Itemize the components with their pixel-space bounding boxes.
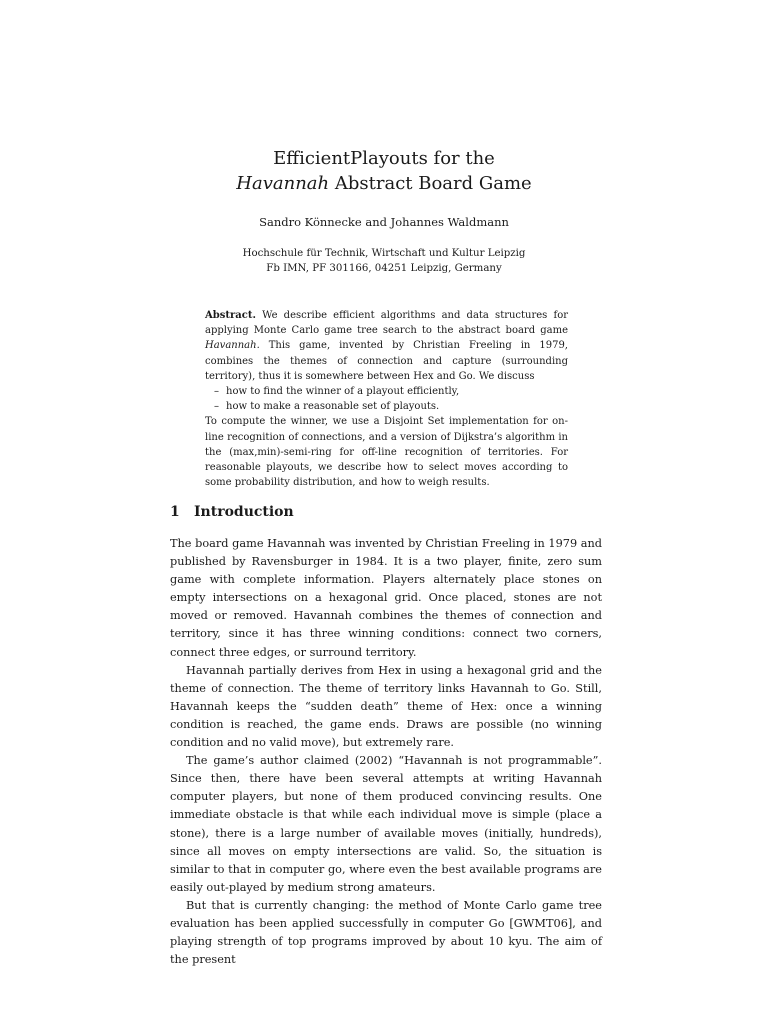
title-game-name: Havannah [236,173,330,194]
section-title: Introduction [194,504,294,520]
section-heading [170,503,294,521]
title-line-2-rest: Abstract Board Game [329,173,532,194]
abstract-bullet-text: how to find the winner of a playout efficiently, [226,386,460,398]
abstract [205,308,568,490]
paper-title [0,146,768,196]
affiliation-line-1: Hochschule für Technik, Wirtschaft und Kultur Leipzig [242,248,526,259]
body-paragraph: The game’s author claimed (2002) “Havannah is not programmable”. Since then, there have been several attempts at writing Havannah computer players, but none of them produced convincing results. One immediate obstacle is that while each individual move is simple (place a stone), there is a large number of available moves (initially, hundreds), since all moves on empty intersections are valid. So, the situation is similar to that in computer go, where even the best available programs are easily out-played by medium strong amateurs. [170,754,602,894]
bullet-dash: – [214,401,219,413]
abstract-bullet-text: how to make a reasonable set of playouts. [226,401,440,413]
abstract-bullet [214,384,568,399]
abstract-text-a: We describe efficient algorithms and data structures for applying Monte Carlo game tree search to the abstract board game [205,310,568,337]
section-number: 1 [170,504,180,520]
section-body [170,535,602,969]
abstract-text-b: . This game, invented by Christian Freeling in 1979, combines the themes of connection and capture (surrounding territory), thus it is somewhere between Hex and Go. We discuss [205,340,568,382]
title-line-2 [0,171,768,196]
abstract-label: Abstract. [205,310,256,321]
abstract-bullet [214,399,568,414]
title-line-1: EfficientPlayouts for the [273,148,495,169]
body-paragraph: The board game Havannah was invented by Christian Freeling in 1979 and published by Ravensburger in 1984. It is a two player, finite, zero sum game with complete information. Players alternately place stones on empty intersections on a hexagonal grid. Once placed, stones are not moved or removed. Havannah combines the themes of connection and territory, since it has three winning conditions: connect two corners, connect three edges, or surround territory. [170,537,602,659]
abstract-game-name: Havannah [205,340,257,352]
abstract-intro [205,308,568,384]
affiliation-line-2: Fb IMN, PF 301166, 04251 Leipzig, Germany [266,263,502,274]
body-paragraph: But that is currently changing: the method of Monte Carlo game tree evaluation has been applied successfully in computer Go [GWMT06], and playing strength of top programs improved by about 10 kyu. The aim of the present [170,898,602,967]
body-paragraph: Havannah partially derives from Hex in using a hexagonal grid and the theme of connection. The theme of territory links Havannah to Go. Still, Havannah keeps the “sudden death” theme of Hex: once a winning condition is reached, the game ends. Draws are possible (no winning condition and no valid move), but extremely rare. [170,663,602,750]
author-list: Sandro Könnecke and Johannes Waldmann [259,215,509,229]
affiliation [0,246,768,276]
bullet-dash: – [214,386,219,398]
abstract-bullet-list [205,384,568,414]
abstract-closing: To compute the winner, we use a Disjoint Set implementation for on-line recognition of connections, and a version of Dijkstra’s algorithm in the (max,min)-semi-ring for off-line recognition of territories. For reasonable playouts, we describe how to select moves according to some probability distribution, and how to weigh results. [205,416,568,489]
